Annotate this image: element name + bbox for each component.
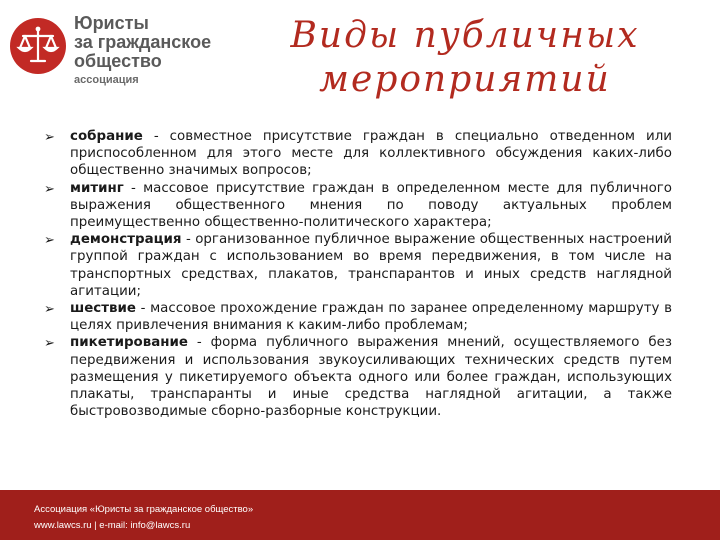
- arrow-bullet-icon: ➢: [44, 233, 55, 249]
- arrow-bullet-icon: ➢: [44, 336, 55, 352]
- item-term: шествие: [70, 301, 136, 317]
- list-item: [44, 334, 672, 420]
- item-term: пикетирование: [70, 335, 188, 351]
- list-item: [44, 128, 672, 180]
- item-term: собрание: [70, 129, 143, 144]
- list-item: [44, 231, 672, 300]
- logo-line-3: общество: [74, 51, 162, 71]
- arrow-bullet-icon: ➢: [44, 302, 55, 318]
- logo: [8, 8, 212, 86]
- item-definition: - массовое присутствие граждан в определенном месте для публичного выражения общественного мнения по поводу актуальных проблем преимущественно общественно-политического характера;: [70, 180, 672, 231]
- logo-subtitle: ассоциация: [74, 74, 139, 86]
- item-term: демонстрация: [70, 232, 182, 248]
- footer-association-name: Ассоциация «Юристы за гражданское общество»: [34, 504, 254, 515]
- list-item: [44, 180, 672, 232]
- item-definition: - форма публичного выражения мнений, осуществляемого без передвижения и использования звукоусиливающих технических средств путем размещения у пикетируемого объекта одного или более граждан, использующих плакаты, транспаранты и иные средства наглядной агитации, а также быстровозводимые сборно-разборные конструкции.: [70, 335, 672, 420]
- footer-contacts: www.lawcs.ru | e-mail: info@lawcs.ru: [34, 520, 191, 531]
- arrow-bullet-icon: ➢: [44, 130, 55, 145]
- footer-bar: [0, 490, 720, 540]
- logo-text: [74, 14, 211, 87]
- event-types-list: [44, 128, 672, 420]
- item-term: митинг: [70, 180, 124, 196]
- item-definition: - массовое прохождение граждан по заранее определенному маршруту в целях привлечения внимания к каким-либо проблемам;: [70, 301, 672, 334]
- slide-title: [250, 14, 680, 102]
- logo-line-2: за гражданское: [74, 32, 212, 52]
- scales-of-justice-icon: [10, 18, 66, 74]
- slide-title-line-1: Виды публичных: [290, 15, 640, 56]
- arrow-bullet-icon: ➢: [44, 181, 55, 197]
- item-definition: - совместное присутствие граждан в специально отведенном или приспособленном для этого месте для коллективного обсуждения каких-либо общественно значимых вопросов;: [70, 129, 672, 179]
- item-definition: - организованное публичное выражение общественных настроений группой граждан с использованием во время передвижения, в том числе на транспортных средствах, плакатов, транспарантов и иных средств наглядной агитации;: [70, 232, 672, 299]
- logo-line-1: Юристы: [74, 13, 149, 33]
- list-item: [44, 300, 672, 334]
- slide-title-line-2: мероприятий: [319, 59, 611, 100]
